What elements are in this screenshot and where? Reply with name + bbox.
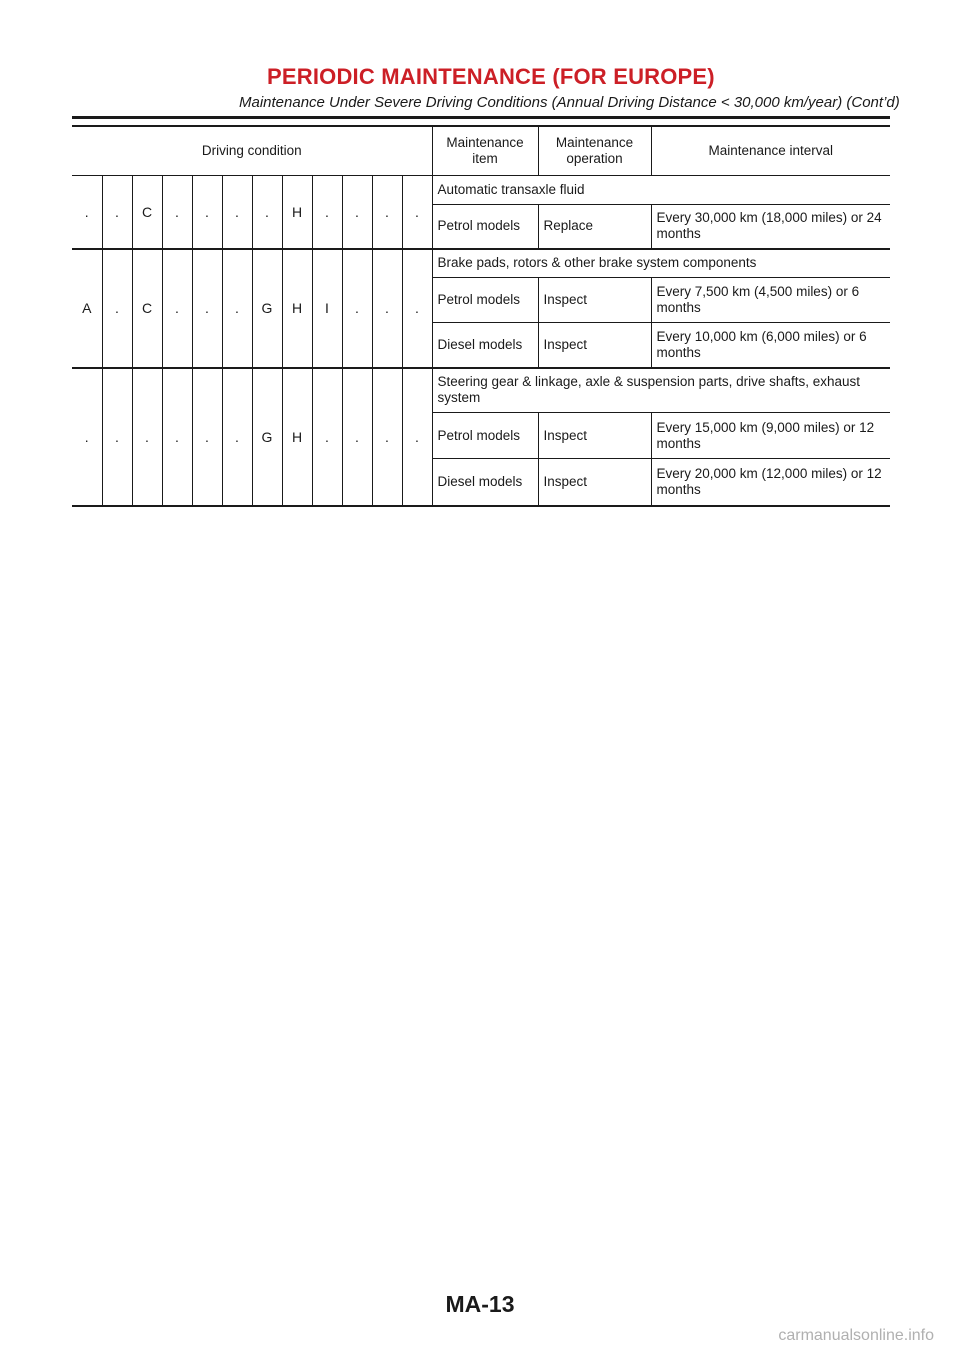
operation-cell: Inspect bbox=[538, 413, 651, 459]
condition-cell: . bbox=[192, 249, 222, 368]
condition-cell: . bbox=[252, 176, 282, 249]
interval-cell: Every 15,000 km (9,000 miles) or 12 months bbox=[651, 413, 890, 459]
table-header-row bbox=[72, 126, 890, 176]
condition-cell: H bbox=[282, 368, 312, 506]
condition-cell: . bbox=[372, 249, 402, 368]
item-group-title: Steering gear & linkage, axle & suspension parts, drive shafts, exhaust system bbox=[432, 368, 890, 413]
operation-cell: Replace bbox=[538, 205, 651, 249]
condition-cell: . bbox=[372, 176, 402, 249]
condition-cell: . bbox=[402, 176, 432, 249]
table-row bbox=[72, 176, 890, 205]
condition-cell: . bbox=[222, 176, 252, 249]
condition-cell: . bbox=[72, 176, 102, 249]
condition-cell: . bbox=[372, 368, 402, 506]
item-cell: Petrol models bbox=[432, 205, 538, 249]
item-cell: Petrol models bbox=[432, 278, 538, 323]
condition-cell: . bbox=[222, 368, 252, 506]
condition-cell: . bbox=[102, 368, 132, 506]
condition-cell: . bbox=[102, 176, 132, 249]
condition-cell: . bbox=[72, 368, 102, 506]
condition-cell: G bbox=[252, 249, 282, 368]
condition-cell: . bbox=[312, 176, 342, 249]
condition-cell: G bbox=[252, 368, 282, 506]
table-row bbox=[72, 368, 890, 413]
item-group-title: Brake pads, rotors & other brake system components bbox=[432, 249, 890, 278]
condition-cell: . bbox=[162, 249, 192, 368]
page-title: PERIODIC MAINTENANCE (FOR EUROPE) bbox=[267, 64, 715, 89]
condition-cell: . bbox=[192, 176, 222, 249]
condition-cell: C bbox=[132, 249, 162, 368]
condition-cell: . bbox=[342, 249, 372, 368]
item-cell: Diesel models bbox=[432, 459, 538, 506]
col-header-maintenance-interval: Maintenance interval bbox=[651, 126, 890, 176]
condition-cell: . bbox=[162, 368, 192, 506]
condition-cell: H bbox=[282, 249, 312, 368]
operation-cell: Inspect bbox=[538, 459, 651, 506]
interval-cell: Every 7,500 km (4,500 miles) or 6 months bbox=[651, 278, 890, 323]
interval-cell: Every 20,000 km (12,000 miles) or 12 months bbox=[651, 459, 890, 506]
watermark: carmanualsonline.info bbox=[778, 1327, 934, 1344]
col-header-maintenance-item: Maintenance item bbox=[432, 126, 538, 176]
condition-cell: . bbox=[102, 249, 132, 368]
table-row bbox=[72, 249, 890, 278]
interval-cell: Every 10,000 km (6,000 miles) or 6 months bbox=[651, 323, 890, 368]
condition-cell: H bbox=[282, 176, 312, 249]
item-group-title: Automatic transaxle fluid bbox=[432, 176, 890, 205]
condition-cell: I bbox=[312, 249, 342, 368]
operation-cell: Inspect bbox=[538, 323, 651, 368]
condition-cell: A bbox=[72, 249, 102, 368]
item-cell: Petrol models bbox=[432, 413, 538, 459]
condition-cell: C bbox=[132, 176, 162, 249]
page-number: MA-13 bbox=[445, 1291, 515, 1317]
condition-cell: . bbox=[162, 176, 192, 249]
condition-cell: . bbox=[342, 176, 372, 249]
col-header-driving-condition: Driving condition bbox=[72, 126, 432, 176]
condition-cell: . bbox=[402, 368, 432, 506]
item-cell: Diesel models bbox=[432, 323, 538, 368]
condition-cell: . bbox=[132, 368, 162, 506]
condition-cell: . bbox=[342, 368, 372, 506]
col-header-maintenance-operation: Maintenance operation bbox=[538, 126, 651, 176]
header-rule bbox=[72, 116, 890, 119]
maintenance-table bbox=[72, 125, 890, 507]
interval-cell: Every 30,000 km (18,000 miles) or 24 months bbox=[651, 205, 890, 249]
condition-cell: . bbox=[312, 368, 342, 506]
operation-cell: Inspect bbox=[538, 278, 651, 323]
condition-cell: . bbox=[222, 249, 252, 368]
condition-cell: . bbox=[192, 368, 222, 506]
condition-cell: . bbox=[402, 249, 432, 368]
page-subtitle: Maintenance Under Severe Driving Conditions (Annual Driving Distance < 30,000 km/year) (Cont’d) bbox=[239, 94, 900, 111]
